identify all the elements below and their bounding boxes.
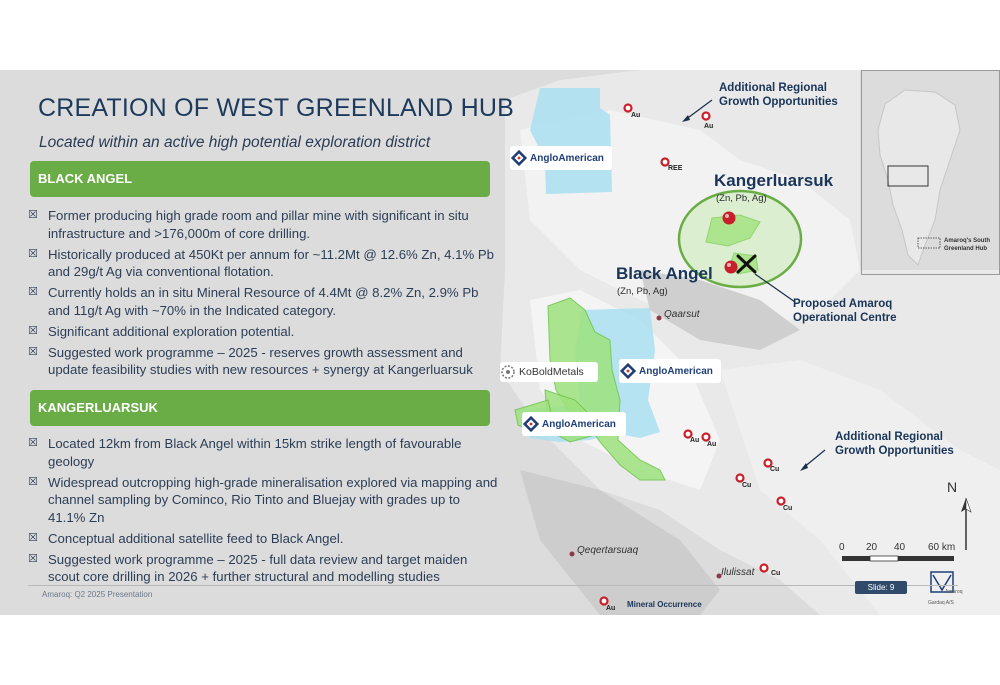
anglo-american-icon <box>510 149 528 167</box>
north-arrow-label: N <box>947 479 958 495</box>
footer-company-name: Gardaq A/S <box>928 600 954 606</box>
list-item: ☒ Located 12km from Black Angel within 15km strike length of favourable geology <box>28 436 462 469</box>
page-title: CREATION OF WEST GREENLAND HUB <box>38 94 514 122</box>
occurrence-label: Au <box>707 441 717 448</box>
deposit-metals-black-angel: (Zn, Pb, Ag) <box>617 286 668 297</box>
occurrence-label: Au <box>690 437 700 444</box>
occurrence-label: REE <box>668 165 683 172</box>
anglo-american-icon <box>522 415 540 433</box>
anglo-american-logo: AngloAmerican <box>619 359 721 383</box>
list-item: ☒ Former producing high grade room and pillar mine with significant in situ infrastructure and >176,000m of core drilling. <box>28 208 469 241</box>
anglo-american-icon <box>619 362 637 380</box>
footer-company-logo-text: Amaroq <box>945 589 963 595</box>
callout-additional-opportunities-north: Additional Regional Growth Opportunities <box>719 82 838 108</box>
slide <box>0 70 1000 615</box>
kobold-metals-logo: KoBoldMetals <box>500 362 598 382</box>
black-angel-bullets <box>28 207 498 382</box>
bullet-icon: ☒ <box>28 531 38 544</box>
kobold-metals-icon <box>500 364 516 380</box>
list-item: ☒ Historically produced at 450Kt per annum for ~11.2Mt @ 12.6% Zn, 4.1% Pb and 29g/t Ag via conventional flotation. <box>28 246 494 280</box>
kangerluarsuk-bullets <box>28 435 498 589</box>
town-label-qaarsut: Qaarsut <box>664 309 700 320</box>
footer-presentation-label: Amaroq: Q2 2025 Presentation <box>42 590 153 599</box>
slide-number-badge: Slide: 9 <box>855 581 907 594</box>
bullet-icon: ☒ <box>28 286 38 299</box>
occurrence-label: Au <box>606 605 616 612</box>
page-subtitle: Located within an active high potential exploration district <box>39 134 431 151</box>
occurrence-label: Cu <box>783 505 793 512</box>
footer-divider <box>28 585 958 586</box>
town-label-qeqertarsuaq: Qeqertarsuaq <box>577 545 639 556</box>
occurrence-label: Au <box>631 112 641 119</box>
bullet-icon: ☒ <box>28 437 38 449</box>
list-item: ☒ Significant additional exploration potential. <box>28 323 295 339</box>
scale-label: 0 <box>839 542 845 553</box>
list-item: ☒ Currently holds an in situ Mineral Resource of 4.4Mt @ 8.2% Zn, 2.9% Pb and 11g/t Ag with ~70% in the Indicated category. <box>28 285 479 318</box>
deposit-metals-kangerluarsuk: (Zn, Pb, Ag) <box>716 193 767 204</box>
legend-mineral-occurrence: Mineral Occurrence <box>627 600 702 609</box>
town-label-ilulissat: Ilulissat <box>721 567 755 578</box>
inset-legend-label: Amaroq's South Greenland Hub <box>944 238 991 252</box>
scale-label: 60 km <box>928 542 956 553</box>
anglo-american-logo: AngloAmerican <box>522 412 626 436</box>
occurrence-label: Cu <box>770 466 780 473</box>
section-header-kangerluarsuk: KANGERLUARSUK <box>30 390 490 426</box>
bullet-icon: ☒ <box>28 209 38 221</box>
anglo-american-logo: AngloAmerican <box>510 146 612 170</box>
scale-label: 40 <box>894 542 906 553</box>
list-item: ☒ Suggested work programme – 2025 - reserves growth assessment and update feasibility studies with new resources + synergy at Kangerluarsuk <box>28 344 473 378</box>
bullet-icon: ☒ <box>28 324 38 337</box>
section-header-black-angel: BLACK ANGEL <box>30 161 490 197</box>
bullet-icon: ☒ <box>28 552 38 565</box>
occurrence-label: Cu <box>742 482 752 489</box>
list-item: ☒ Suggested work programme – 2025 - full data review and target maiden scout core drilling in 2026 + further structural and modelling studies <box>28 551 468 585</box>
deposit-label-black-angel: Black Angel <box>616 264 713 283</box>
list-item: ☒ Conceptual additional satellite feed to Black Angel. <box>28 530 344 546</box>
occurrence-label: Cu <box>771 570 781 577</box>
callout-operational-centre: Proposed Amaroq Operational Centre <box>793 298 897 324</box>
bullet-icon: ☒ <box>28 475 38 488</box>
bullet-icon: ☒ <box>28 247 38 260</box>
callout-additional-opportunities-south: Additional Regional Growth Opportunities <box>835 431 954 457</box>
deposit-label-kangerluarsuk: Kangerluarsuk <box>714 171 834 190</box>
occurrence-label: Au <box>704 123 714 130</box>
scale-label: 20 <box>866 542 878 553</box>
bullet-icon: ☒ <box>28 345 38 358</box>
list-item: ☒ Widespread outcropping high-grade mineralisation explored via mapping and channel sampling by Cominco, Rio Tinto and Bluejay with grades up to 41.1% Zn <box>28 474 498 525</box>
